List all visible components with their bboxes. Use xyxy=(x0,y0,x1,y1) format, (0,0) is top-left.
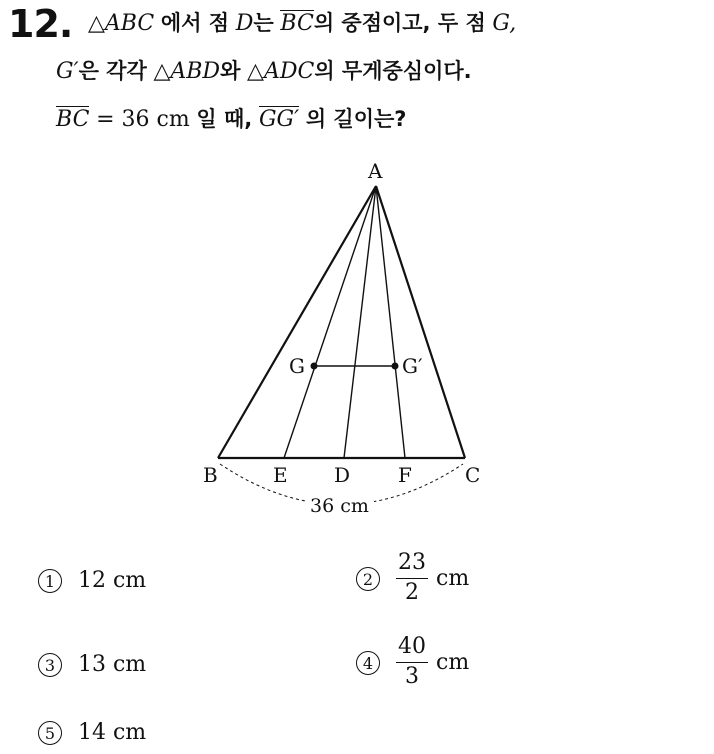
choice-text: 12 cm xyxy=(78,568,147,593)
math-d: D xyxy=(235,11,254,36)
math-gprime: G′ xyxy=(56,59,79,84)
question-number: 12. xyxy=(8,2,73,46)
choice-1[interactable] xyxy=(38,568,146,593)
triangle-diagram xyxy=(0,150,714,530)
choice-5[interactable] xyxy=(38,720,146,745)
choice-2[interactable] xyxy=(356,550,469,607)
choice-3[interactable] xyxy=(38,652,146,677)
fraction xyxy=(396,634,428,691)
label-g: G xyxy=(289,354,305,378)
label-c: C xyxy=(465,463,481,487)
denominator: 3 xyxy=(405,664,419,689)
label-e: E xyxy=(273,463,288,487)
math-bc: BC xyxy=(56,107,90,132)
point-g xyxy=(311,363,318,370)
question-line-3 xyxy=(56,104,406,135)
side-ab xyxy=(218,186,376,458)
triangle-symbol: △ xyxy=(153,59,171,84)
math-adc: ADC xyxy=(263,59,315,84)
question-line-2 xyxy=(56,56,472,87)
text: 은 각각 xyxy=(78,59,147,83)
text: 에서 점 xyxy=(160,11,230,35)
label-d: D xyxy=(334,463,351,487)
triangle-symbol: △ xyxy=(88,11,105,36)
fraction xyxy=(396,550,428,607)
segment-ad xyxy=(344,186,376,458)
numerator: 23 xyxy=(396,550,428,579)
choice-text: 13 cm xyxy=(78,652,147,677)
choice-number: 1 xyxy=(38,569,62,593)
text: 의 길이는? xyxy=(305,107,407,131)
math-eq: = 36 cm xyxy=(96,107,190,132)
length-label: 36 cm xyxy=(310,495,369,517)
label-gprime: G′ xyxy=(402,354,423,378)
point-gprime xyxy=(392,363,399,370)
math-abc: ABC xyxy=(104,11,155,36)
text: 는 xyxy=(253,11,274,35)
text: 의 중점이고, 두 점 xyxy=(313,11,486,35)
choice-4[interactable] xyxy=(356,634,469,691)
math-ggprime: GG′ xyxy=(258,107,300,132)
math-bc: BC xyxy=(280,11,314,36)
choice-text: 14 cm xyxy=(78,720,147,745)
side-ac xyxy=(376,186,465,458)
unit: cm xyxy=(436,650,470,675)
unit: cm xyxy=(436,566,470,591)
choice-number: 2 xyxy=(356,567,380,591)
math-abd: ABD xyxy=(170,59,221,84)
question-line-1 xyxy=(88,8,516,39)
choice-number: 4 xyxy=(356,651,380,675)
numerator: 40 xyxy=(396,634,428,663)
triangle-symbol: △ xyxy=(247,59,264,84)
text: 일 때, xyxy=(196,107,253,131)
math-g: G, xyxy=(492,11,517,36)
text: 와 xyxy=(220,59,241,83)
choice-number: 5 xyxy=(38,721,62,745)
denominator: 2 xyxy=(405,580,419,605)
choice-number: 3 xyxy=(38,653,62,677)
label-b: B xyxy=(203,463,218,487)
label-a: A xyxy=(368,159,383,183)
text: 의 무게중심이다. xyxy=(314,59,472,83)
label-f: F xyxy=(398,463,412,487)
